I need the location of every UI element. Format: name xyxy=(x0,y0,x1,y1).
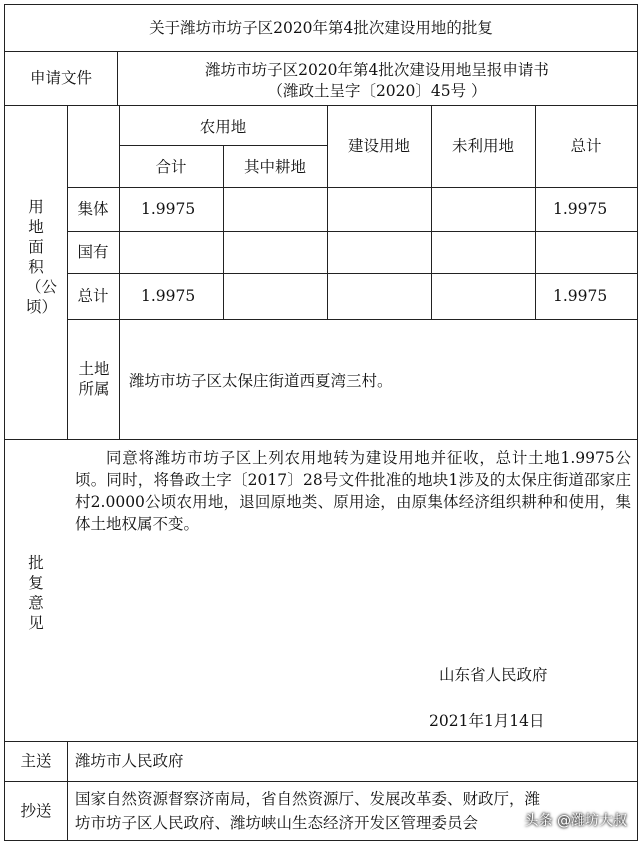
main-recipient-label: 主送 xyxy=(20,752,52,770)
header-agricultural: 农用地 xyxy=(199,118,247,136)
main-recipient-value: 潍坊市人民政府 xyxy=(75,752,184,770)
divider xyxy=(119,105,120,439)
cell-total-total: 1.9975 xyxy=(553,287,608,305)
divider xyxy=(67,187,637,188)
cc-line-2: 坊市坊子区人民政府、潍坊峡山生态经济开发区管理委员会 xyxy=(75,814,479,832)
divider xyxy=(67,273,637,274)
document-title: 关于潍坊市坊子区2020年第4批次建设用地的批复 xyxy=(149,19,493,37)
cell-collective-total: 1.9975 xyxy=(553,200,608,218)
divider xyxy=(5,439,637,440)
header-construction: 建设用地 xyxy=(347,137,410,155)
approval-issuer: 山东省人民政府 xyxy=(439,666,548,684)
divider xyxy=(67,319,637,320)
cc-label: 抄送 xyxy=(20,802,52,820)
approval-document xyxy=(4,4,638,841)
header-unused: 未利用地 xyxy=(451,137,514,155)
header-of-which-arable: 其中耕地 xyxy=(243,158,306,176)
land-area-label: 用地面积（公顷） xyxy=(26,198,58,316)
divider xyxy=(5,741,637,742)
header-total: 总计 xyxy=(570,137,602,155)
row-label-state-owned: 国有 xyxy=(77,243,109,261)
application-label: 申请文件 xyxy=(29,69,92,87)
approval-text: 同意将潍坊市坊子区上列农用地转为建设用地并征收，总计土地1.9975公顷。同时，将鲁政土字〔2017〕28号文件批准的地块1涉及的太保庄街道邵家庄村2.0000公顷农用地，退回原地类、原用途，由原集体经济组织耕种和使用，集体土地权属不变。 xyxy=(75,449,631,533)
location-value: 潍坊市坊子区太保庄街道西夏湾三村。 xyxy=(129,372,393,390)
application-line-1: 潍坊市坊子区2020年第4批次建设用地呈报申请书 xyxy=(205,61,549,79)
divider xyxy=(67,105,68,439)
row-label-total: 总计 xyxy=(77,287,109,305)
approval-label: 批复意见 xyxy=(28,554,44,632)
cell-total-subtotal: 1.9975 xyxy=(141,287,196,305)
divider xyxy=(67,231,637,232)
header-subtotal: 合计 xyxy=(155,158,187,176)
cc-line-1: 国家自然资源督察济南局，省自然资源厅、发展改革委、财政厅，潍 xyxy=(75,790,541,808)
application-line-2: （潍政土呈字〔2020〕45号 ） xyxy=(267,82,487,100)
divider xyxy=(5,105,637,106)
divider xyxy=(5,781,637,782)
divider xyxy=(67,741,68,840)
location-label: 土地所属 xyxy=(78,360,110,398)
watermark: 头条 @潍坊大叔 xyxy=(524,813,627,829)
divider xyxy=(5,51,637,52)
cell-collective-subtotal: 1.9975 xyxy=(141,200,196,218)
row-label-collective: 集体 xyxy=(77,200,109,218)
approval-date: 2021年1月14日 xyxy=(429,712,545,730)
